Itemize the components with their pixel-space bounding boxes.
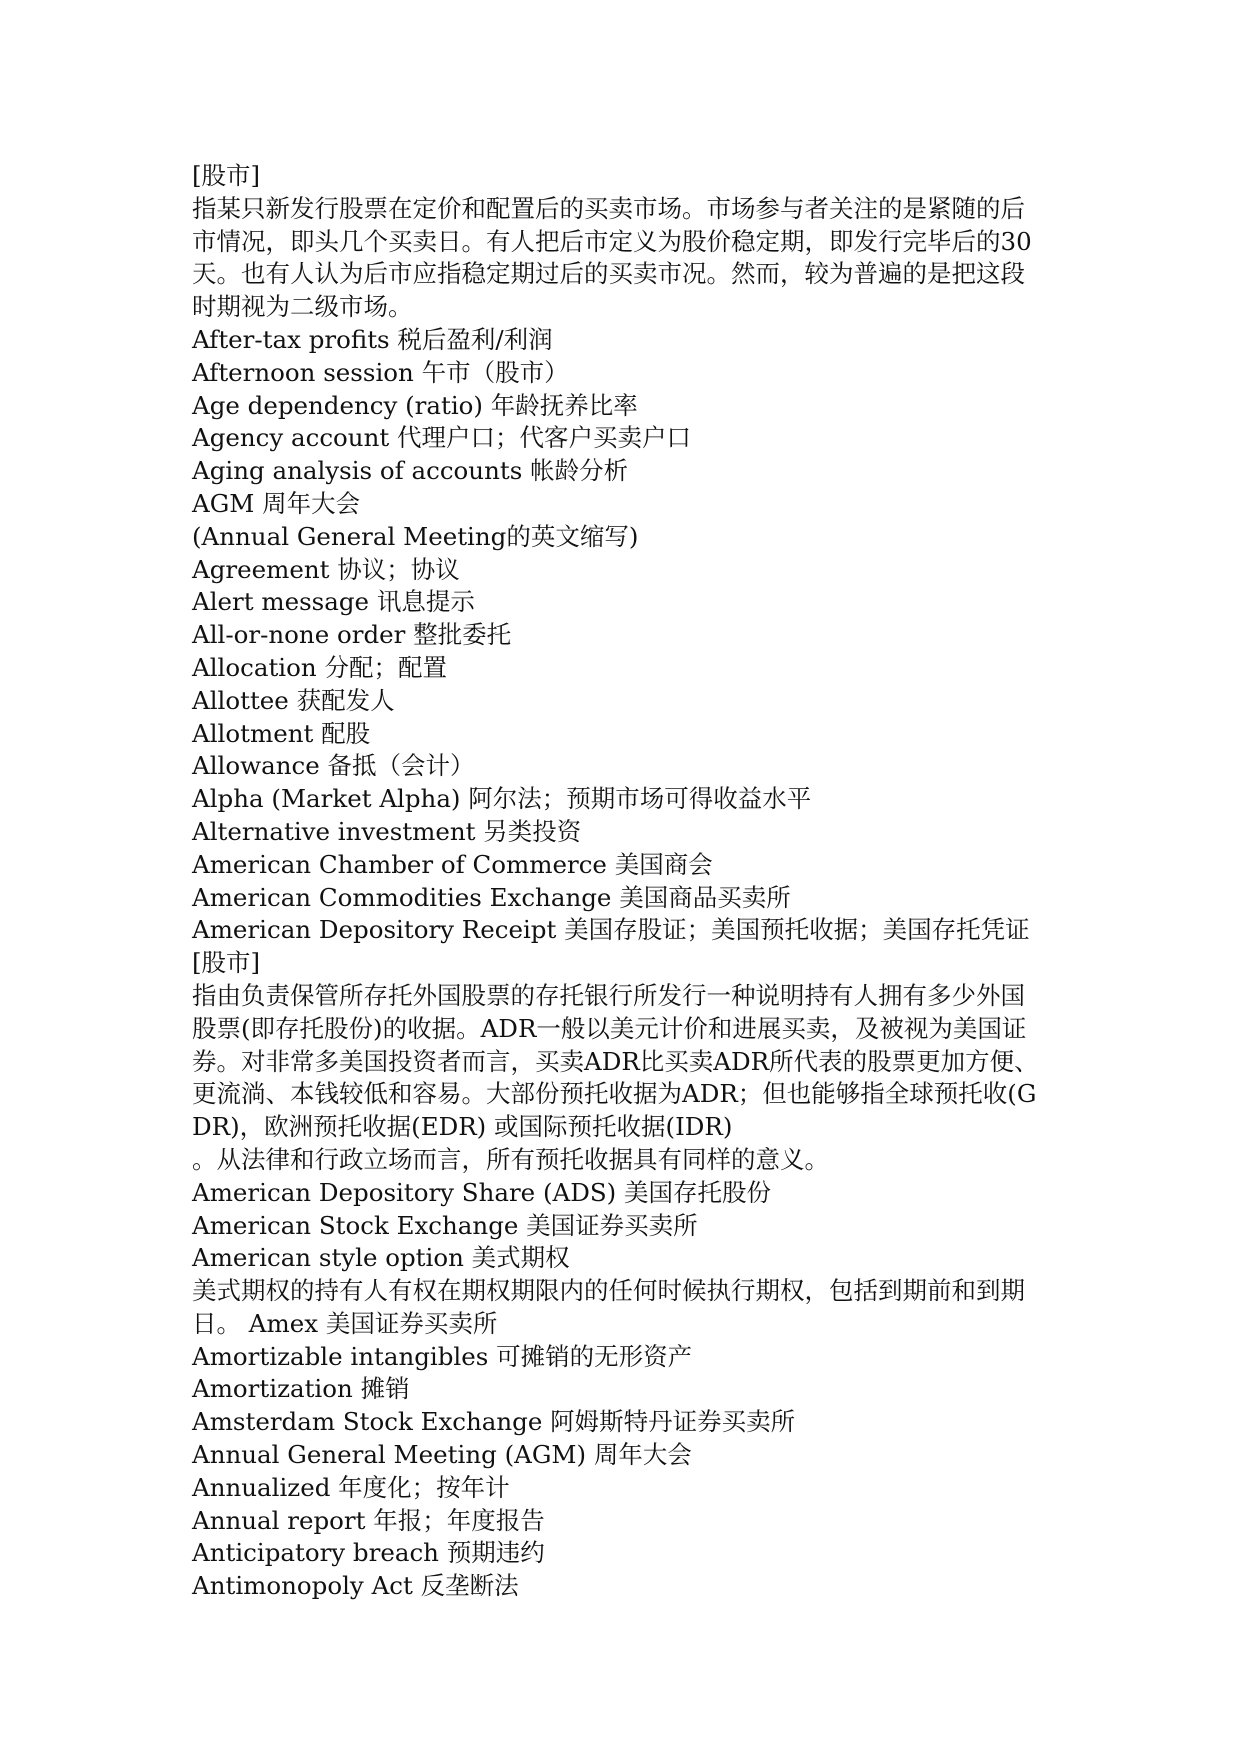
glossary-entry: AGM 周年大会 (192, 488, 361, 518)
glossary-entry: Annualized 年度化；按年计 (192, 1472, 510, 1502)
glossary-entry: Annual General Meeting (AGM) 周年大会 (192, 1440, 692, 1470)
text-line: 时期视为二级市场。 (192, 292, 413, 322)
glossary-entry: Allotment 配股 (192, 718, 371, 748)
glossary-entry: Age dependency (ratio) 年龄抚养比率 (192, 390, 638, 420)
glossary-entry: Allowance 备抵（会计） (192, 751, 475, 781)
text-line: 美式期权的持有人有权在期权期限内的任何时候执行期权，包括到期前和到期 (192, 1276, 1025, 1306)
glossary-entry: Afternoon session 午市（股市） (192, 357, 569, 387)
text-line: DR)，欧洲预托收据(EDR) 或国际预托收据(IDR) (192, 1112, 733, 1142)
text-line: 天。也有人认为后市应指稳定期过后的买卖市况。然而，较为普遍的是把这段 (192, 259, 1025, 289)
glossary-entry: American Depository Share (ADS) 美国存托股份 (192, 1177, 771, 1207)
glossary-entry: American Commodities Exchange 美国商品买卖所 (192, 882, 791, 912)
text-line: 日。 Amex 美国证券买卖所 (192, 1308, 498, 1338)
glossary-entry: Amortizable intangibles 可摊销的无形资产 (192, 1341, 693, 1371)
text-line: (Annual General Meeting的英文缩写) (192, 521, 639, 551)
glossary-entry: Annual report 年报；年度报告 (192, 1505, 545, 1535)
glossary-entry: American Stock Exchange 美国证券买卖所 (192, 1210, 698, 1240)
text-line: 市情况，即头几个买卖日。有人把后市定义为股价稳定期，即发行完毕后的30 (192, 226, 1032, 256)
glossary-entry: All-or-none order 整批委托 (192, 620, 512, 650)
glossary-text (192, 160, 1062, 1603)
glossary-entry: American Depository Receipt 美国存股证；美国预托收据；美国存托凭证 (192, 915, 1030, 945)
glossary-entry: Aging analysis of accounts 帐龄分析 (192, 456, 629, 486)
glossary-entry: Antimonopoly Act 反垄断法 (192, 1571, 519, 1601)
glossary-entry: Allocation 分配；配置 (192, 652, 447, 682)
glossary-entry: Alert message 讯息提示 (192, 587, 475, 617)
text-line: 更流淌、本钱较低和容易。大部份预托收据为ADR；但也能够指全球预托收(G (192, 1079, 1037, 1109)
glossary-entry: Alternative investment 另类投资 (192, 816, 582, 846)
text-line: 指由负责保管所存托外国股票的存托银行所发行一种说明持有人拥有多少外国 (192, 980, 1025, 1010)
text-line: [股市] (192, 161, 261, 190)
glossary-entry: Allottee 获配发人 (192, 685, 395, 715)
text-line: 指某只新发行股票在定价和配置后的买卖市场。市场参与者关注的是紧随的后 (192, 193, 1025, 223)
text-line: 股票(即存托股份)的收据。ADR一般以美元计价和进展买卖，及被视为美国证 (192, 1013, 1027, 1043)
glossary-entry: Agency account 代理户口；代客户买卖户口 (192, 423, 691, 453)
glossary-entry: American style option 美式期权 (192, 1243, 570, 1273)
text-line: 券。对非常多美国投资者而言，买卖ADR比买卖ADR所代表的股票更加方便、 (192, 1046, 1039, 1076)
glossary-entry: Anticipatory breach 预期违约 (192, 1538, 545, 1568)
glossary-entry: Alpha (Market Alpha) 阿尔法；预期市场可得收益水平 (192, 784, 812, 814)
text-line: 。从法律和行政立场而言，所有预托收据具有同样的意义。 (192, 1144, 829, 1174)
glossary-entry: American Chamber of Commerce 美国商会 (192, 849, 713, 879)
glossary-entry: Agreement 协议；协议 (192, 554, 460, 584)
glossary-entry: After-tax profits 税后盈利/利润 (192, 324, 553, 354)
text-line: [股市] (192, 948, 261, 978)
glossary-entry: Amsterdam Stock Exchange 阿姆斯特丹证券买卖所 (192, 1407, 796, 1437)
glossary-entry: Amortization 摊销 (192, 1374, 410, 1404)
